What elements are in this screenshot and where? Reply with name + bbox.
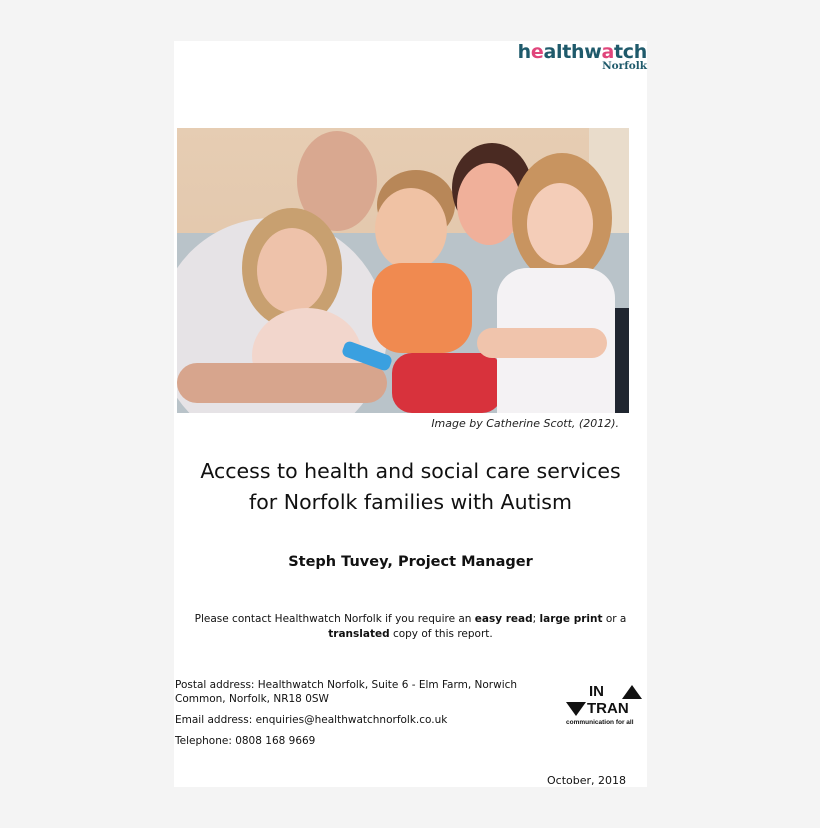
logo-region: Norfolk [602,60,647,72]
report-title-line-2: for Norfolk families with Autism [249,490,572,514]
email-address: Email address: enquiries@healthwatchnorfolk.co.uk [175,714,448,726]
triangle-down-icon [566,702,586,716]
report-title [174,456,647,518]
report-date: October, 2018 [546,774,626,787]
boy-shirt [372,263,472,353]
girl-left-face [257,228,327,313]
report-cover-page [174,41,647,787]
report-author: Steph Tuvey, Project Manager [288,554,533,570]
intran-logo: IN TRAN communication for all [564,683,649,731]
father-arm [177,363,387,403]
family-photo [177,128,629,413]
triangle-up-icon [622,685,642,699]
boy-shorts [392,353,502,413]
boy-face [375,188,447,270]
photo-caption: Image by Catherine Scott, (2012). [431,417,619,430]
logo-wordmark: healthwatch [517,41,647,63]
contact-details [175,678,545,755]
accessible-formats-note: Please contact Healthwatch Norfolk if you require an easy read; large print or a translated copy of this report. [194,613,627,640]
girl-right-face [527,183,593,265]
easy-read-label: easy read [474,613,533,625]
mother-arm [477,328,607,358]
healthwatch-norfolk-logo [497,41,647,73]
large-print-label: large print [539,613,603,625]
telephone: Telephone: 0808 168 9669 [175,735,316,747]
mother-face [457,163,521,245]
translated-label: translated [328,628,390,640]
postal-address: Postal address: Healthwatch Norfolk, Suite 6 - Elm Farm, Norwich Common, Norfolk, NR18 0SW [175,679,518,705]
report-title-line-1: Access to health and social care services [200,459,621,483]
